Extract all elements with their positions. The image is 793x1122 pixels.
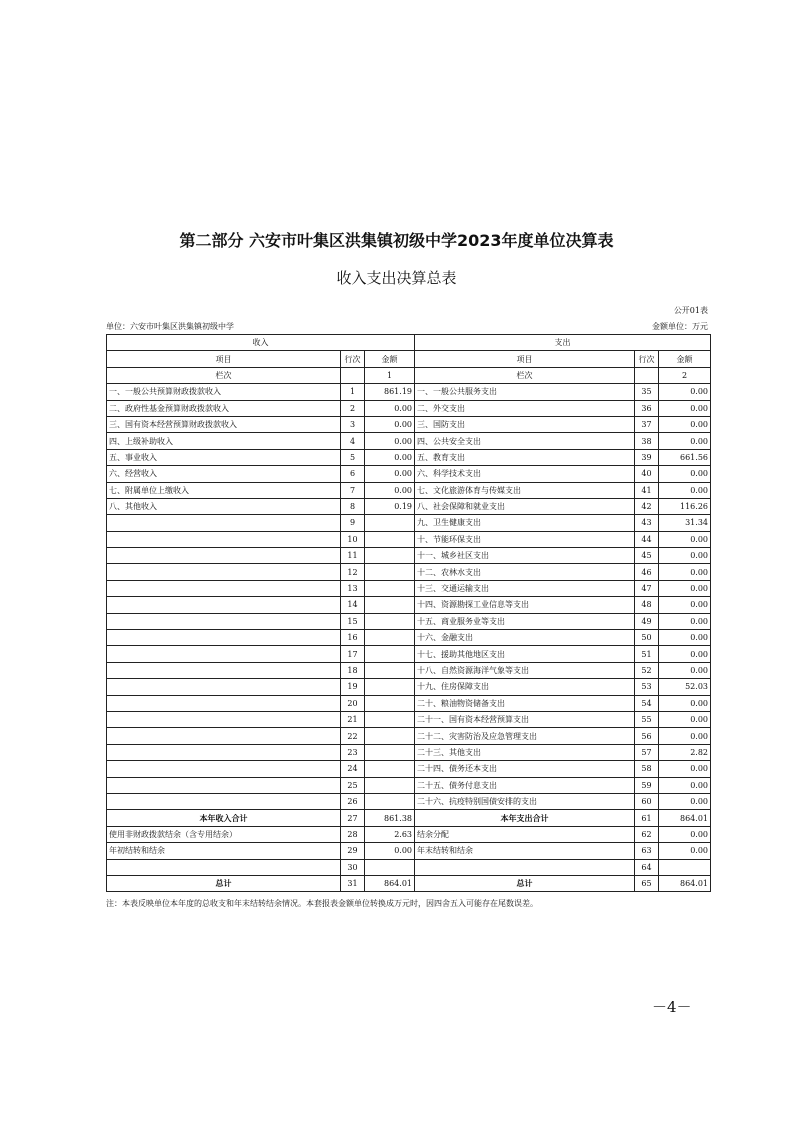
expense-amount: 0.00: [659, 416, 711, 432]
expense-col-number: 2: [659, 367, 711, 383]
income-item: 本年收入合计: [107, 810, 341, 826]
income-amount: [365, 679, 415, 695]
expense-item: 十六、金融支出: [415, 630, 635, 646]
income-row-number: 7: [341, 482, 365, 498]
income-row-number: 15: [341, 613, 365, 629]
expense-row-number: 52: [635, 662, 659, 678]
expense-amount: 864.01: [659, 875, 711, 891]
expense-amount: 116.26: [659, 498, 711, 514]
income-amount: [365, 548, 415, 564]
expense-amount: 0.00: [659, 646, 711, 662]
income-amount: [365, 859, 415, 875]
income-row-number: 14: [341, 597, 365, 613]
table-row: [107, 498, 711, 514]
income-amount: 0.19: [365, 498, 415, 514]
expense-item: 本年支出合计: [415, 810, 635, 826]
expense-row-number: 64: [635, 859, 659, 875]
table-row: [107, 630, 711, 646]
income-amount: 0.00: [365, 843, 415, 859]
expense-row-number: 53: [635, 679, 659, 695]
income-row-number: 2: [341, 400, 365, 416]
expense-amount: 0.00: [659, 548, 711, 564]
expense-item: 十七、援助其他地区支出: [415, 646, 635, 662]
expense-amount-header: 金额: [659, 351, 711, 367]
expense-amount: 0.00: [659, 433, 711, 449]
expense-amount: 31.34: [659, 515, 711, 531]
expense-item: 总计: [415, 875, 635, 891]
expense-amount: 0.00: [659, 580, 711, 596]
expense-row-number: 41: [635, 482, 659, 498]
expense-amount: 0.00: [659, 564, 711, 580]
income-row-number: 4: [341, 433, 365, 449]
expense-item: 二十五、债务付息支出: [415, 777, 635, 793]
table-row: [107, 679, 711, 695]
income-item: 总计: [107, 875, 341, 891]
expense-amount: 0.00: [659, 728, 711, 744]
expense-item: 八、社会保障和就业支出: [415, 498, 635, 514]
table-row: [107, 613, 711, 629]
income-amount: 0.00: [365, 449, 415, 465]
expense-row-number: 50: [635, 630, 659, 646]
expense-amount: 0.00: [659, 466, 711, 482]
income-item: [107, 728, 341, 744]
income-row-number: 16: [341, 630, 365, 646]
income-item: 年初结转和结余: [107, 843, 341, 859]
expense-item: 二十二、灾害防治及应急管理支出: [415, 728, 635, 744]
expense-item: 十、节能环保支出: [415, 531, 635, 547]
income-row-number: 18: [341, 662, 365, 678]
table-row: [107, 793, 711, 809]
expense-amount: 0.00: [659, 761, 711, 777]
income-amount: 861.38: [365, 810, 415, 826]
income-amount: [365, 662, 415, 678]
expense-row-number: 44: [635, 531, 659, 547]
income-amount: 0.00: [365, 433, 415, 449]
income-item: [107, 859, 341, 875]
income-item: [107, 695, 341, 711]
income-row-number: 5: [341, 449, 365, 465]
table-row: [107, 580, 711, 596]
income-row-number: 22: [341, 728, 365, 744]
income-row-number: 10: [341, 531, 365, 547]
income-item: [107, 597, 341, 613]
income-row-number: 21: [341, 711, 365, 727]
table-row: [107, 744, 711, 760]
expense-item: 十五、商业服务业等支出: [415, 613, 635, 629]
income-item: [107, 580, 341, 596]
expense-row-number: 49: [635, 613, 659, 629]
expense-item-header: 项目: [415, 351, 635, 367]
table-row: [107, 646, 711, 662]
footnote: 注：本表反映单位本年度的总收支和年末结转结余情况。本套报表金额单位转换成万元时，因四舍五入可能存在尾数误差。: [106, 899, 538, 908]
expense-amount: 0.00: [659, 597, 711, 613]
income-amount: 0.00: [365, 400, 415, 416]
table-row: [107, 515, 711, 531]
expense-item: 四、公共安全支出: [415, 433, 635, 449]
expense-column-label: 栏次: [415, 367, 635, 383]
income-item: 五、事业收入: [107, 449, 341, 465]
income-amount: [365, 777, 415, 793]
income-row-number: 29: [341, 843, 365, 859]
income-amount: [365, 531, 415, 547]
table-row: [107, 777, 711, 793]
table-row: [107, 859, 711, 875]
expense-item: 三、国防支出: [415, 416, 635, 432]
income-item: [107, 564, 341, 580]
table-row: [107, 711, 711, 727]
income-row-number: 17: [341, 646, 365, 662]
income-item: 二、政府性基金预算财政拨款收入: [107, 400, 341, 416]
expense-item: 十九、住房保障支出: [415, 679, 635, 695]
table-row: [107, 482, 711, 498]
income-row-number: 9: [341, 515, 365, 531]
income-row-number: 30: [341, 859, 365, 875]
table-row: [107, 433, 711, 449]
expense-amount: 0.00: [659, 793, 711, 809]
income-amount: 861.19: [365, 384, 415, 400]
income-column-label: 栏次: [107, 367, 341, 383]
income-amount: 0.00: [365, 482, 415, 498]
expense-row-number: 62: [635, 826, 659, 842]
expense-row-number: 43: [635, 515, 659, 531]
income-amount-header: 金额: [365, 351, 415, 367]
expense-row-number: 59: [635, 777, 659, 793]
expense-item: 二十、粮油物资储备支出: [415, 695, 635, 711]
expense-row-number: 48: [635, 597, 659, 613]
expense-amount: 0.00: [659, 826, 711, 842]
table-row: [107, 761, 711, 777]
income-amount: [365, 515, 415, 531]
expense-amount: 0.00: [659, 711, 711, 727]
expense-amount: 0.00: [659, 531, 711, 547]
table-row: [107, 548, 711, 564]
table-row: [107, 400, 711, 416]
expense-item: 七、文化旅游体育与传媒支出: [415, 482, 635, 498]
income-amount: 2.63: [365, 826, 415, 842]
income-amount: [365, 630, 415, 646]
expense-row-number: 61: [635, 810, 659, 826]
income-row-number: 28: [341, 826, 365, 842]
expense-row-number: 63: [635, 843, 659, 859]
income-row-number: 8: [341, 498, 365, 514]
expense-row-number: 36: [635, 400, 659, 416]
expense-row-number: 56: [635, 728, 659, 744]
page-title: 第二部分 六安市叶集区洪集镇初级中学2023年度单位决算表: [179, 231, 614, 250]
table-row: [107, 449, 711, 465]
expense-row-number: 47: [635, 580, 659, 596]
income-item: [107, 531, 341, 547]
expense-row-number: 45: [635, 548, 659, 564]
expense-item: [415, 859, 635, 875]
income-item: [107, 761, 341, 777]
income-row-number: 11: [341, 548, 365, 564]
income-item: [107, 679, 341, 695]
income-item: [107, 711, 341, 727]
empty-cell: [635, 367, 659, 383]
expense-row-number: 37: [635, 416, 659, 432]
income-row-number: 27: [341, 810, 365, 826]
expense-item: 十二、农林水支出: [415, 564, 635, 580]
income-item: [107, 515, 341, 531]
income-row-number: 19: [341, 679, 365, 695]
expense-row-number: 51: [635, 646, 659, 662]
table-row: [107, 564, 711, 580]
table-row: [107, 384, 711, 400]
income-item: 四、上级补助收入: [107, 433, 341, 449]
expense-item: 二十三、其他支出: [415, 744, 635, 760]
expense-amount: [659, 859, 711, 875]
expense-row-number: 58: [635, 761, 659, 777]
income-amount: [365, 597, 415, 613]
income-rowno-header: 行次: [341, 351, 365, 367]
income-row-number: 20: [341, 695, 365, 711]
expense-amount: 0.00: [659, 384, 711, 400]
income-item: 一、一般公共预算财政拨款收入: [107, 384, 341, 400]
income-row-number: 13: [341, 580, 365, 596]
expense-item: 十八、自然资源海洋气象等支出: [415, 662, 635, 678]
expense-item: 二十一、国有资本经营预算支出: [415, 711, 635, 727]
income-item: 三、国有资本经营预算财政拨款收入: [107, 416, 341, 432]
income-amount: [365, 711, 415, 727]
income-amount: [365, 793, 415, 809]
income-amount: [365, 564, 415, 580]
income-row-number: 1: [341, 384, 365, 400]
table-row: [107, 695, 711, 711]
expense-row-number: 46: [635, 564, 659, 580]
expense-amount: 661.56: [659, 449, 711, 465]
page-number: －4－: [652, 998, 692, 1016]
income-amount: [365, 761, 415, 777]
expense-amount: 0.00: [659, 613, 711, 629]
income-item: [107, 777, 341, 793]
empty-cell: [341, 367, 365, 383]
income-row-number: 6: [341, 466, 365, 482]
expense-amount: 0.00: [659, 482, 711, 498]
expense-row-number: 38: [635, 433, 659, 449]
income-amount: [365, 728, 415, 744]
expense-row-number: 42: [635, 498, 659, 514]
budget-table: [106, 334, 711, 892]
income-item: 七、附属单位上缴收入: [107, 482, 341, 498]
table-row: [107, 875, 711, 891]
expense-item: 十三、交通运输支出: [415, 580, 635, 596]
expense-item: 结余分配: [415, 826, 635, 842]
expense-item: 十四、资源勘探工业信息等支出: [415, 597, 635, 613]
expense-item: 五、教育支出: [415, 449, 635, 465]
income-item-header: 项目: [107, 351, 341, 367]
expense-item: 十一、城乡社区支出: [415, 548, 635, 564]
income-amount: [365, 613, 415, 629]
expense-amount: 0.00: [659, 400, 711, 416]
expense-item: 二十四、债务还本支出: [415, 761, 635, 777]
expense-amount: 0.00: [659, 662, 711, 678]
income-item: [107, 793, 341, 809]
income-row-number: 31: [341, 875, 365, 891]
expense-row-number: 55: [635, 711, 659, 727]
income-amount: [365, 646, 415, 662]
income-row-number: 25: [341, 777, 365, 793]
table-subtitle: 收入支出决算总表: [336, 269, 457, 287]
expense-amount: 2.82: [659, 744, 711, 760]
table-row: [107, 466, 711, 482]
expense-row-number: 40: [635, 466, 659, 482]
table-row: [107, 597, 711, 613]
income-item: [107, 548, 341, 564]
expense-row-number: 65: [635, 875, 659, 891]
table-code: 公开01表: [673, 306, 708, 315]
income-amount: 0.00: [365, 416, 415, 432]
income-item: 六、经营收入: [107, 466, 341, 482]
income-item: [107, 744, 341, 760]
table-row: [107, 843, 711, 859]
table-row: [107, 662, 711, 678]
header-row-columns: [107, 351, 711, 367]
income-item: 八、其他收入: [107, 498, 341, 514]
expense-row-number: 39: [635, 449, 659, 465]
income-col-number: 1: [365, 367, 415, 383]
expense-amount: 0.00: [659, 843, 711, 859]
expense-item: 二、外交支出: [415, 400, 635, 416]
income-amount: 0.00: [365, 466, 415, 482]
table-row: [107, 531, 711, 547]
expense-amount: 864.01: [659, 810, 711, 826]
income-amount: [365, 744, 415, 760]
income-item: [107, 646, 341, 662]
unit-label: 单位：六安市叶集区洪集镇初级中学: [106, 322, 234, 331]
income-row-number: 12: [341, 564, 365, 580]
income-row-number: 26: [341, 793, 365, 809]
money-unit-label: 金额单位：万元: [652, 322, 708, 331]
expense-item: 年末结转和结余: [415, 843, 635, 859]
income-item: [107, 630, 341, 646]
expense-rowno-header: 行次: [635, 351, 659, 367]
income-row-number: 3: [341, 416, 365, 432]
income-amount: [365, 695, 415, 711]
expense-amount: 52.03: [659, 679, 711, 695]
expense-row-number: 35: [635, 384, 659, 400]
income-item: [107, 662, 341, 678]
income-row-number: 24: [341, 761, 365, 777]
header-row-colno: [107, 367, 711, 383]
expense-item: 九、卫生健康支出: [415, 515, 635, 531]
income-row-number: 23: [341, 744, 365, 760]
expense-row-number: 60: [635, 793, 659, 809]
table-row: [107, 416, 711, 432]
expense-row-number: 57: [635, 744, 659, 760]
expense-item: 六、科学技术支出: [415, 466, 635, 482]
header-row-section: [107, 335, 711, 351]
table-row: [107, 810, 711, 826]
income-header: 收入: [107, 335, 415, 351]
table-row: [107, 728, 711, 744]
expense-amount: 0.00: [659, 777, 711, 793]
expense-header: 支出: [415, 335, 711, 351]
table-row: [107, 826, 711, 842]
expense-amount: 0.00: [659, 695, 711, 711]
expense-row-number: 54: [635, 695, 659, 711]
expense-item: 一、一般公共服务支出: [415, 384, 635, 400]
expense-item: 二十六、抗疫特别国债安排的支出: [415, 793, 635, 809]
income-amount: 864.01: [365, 875, 415, 891]
income-amount: [365, 580, 415, 596]
income-item: 使用非财政拨款结余（含专用结余）: [107, 826, 341, 842]
income-item: [107, 613, 341, 629]
expense-amount: 0.00: [659, 630, 711, 646]
